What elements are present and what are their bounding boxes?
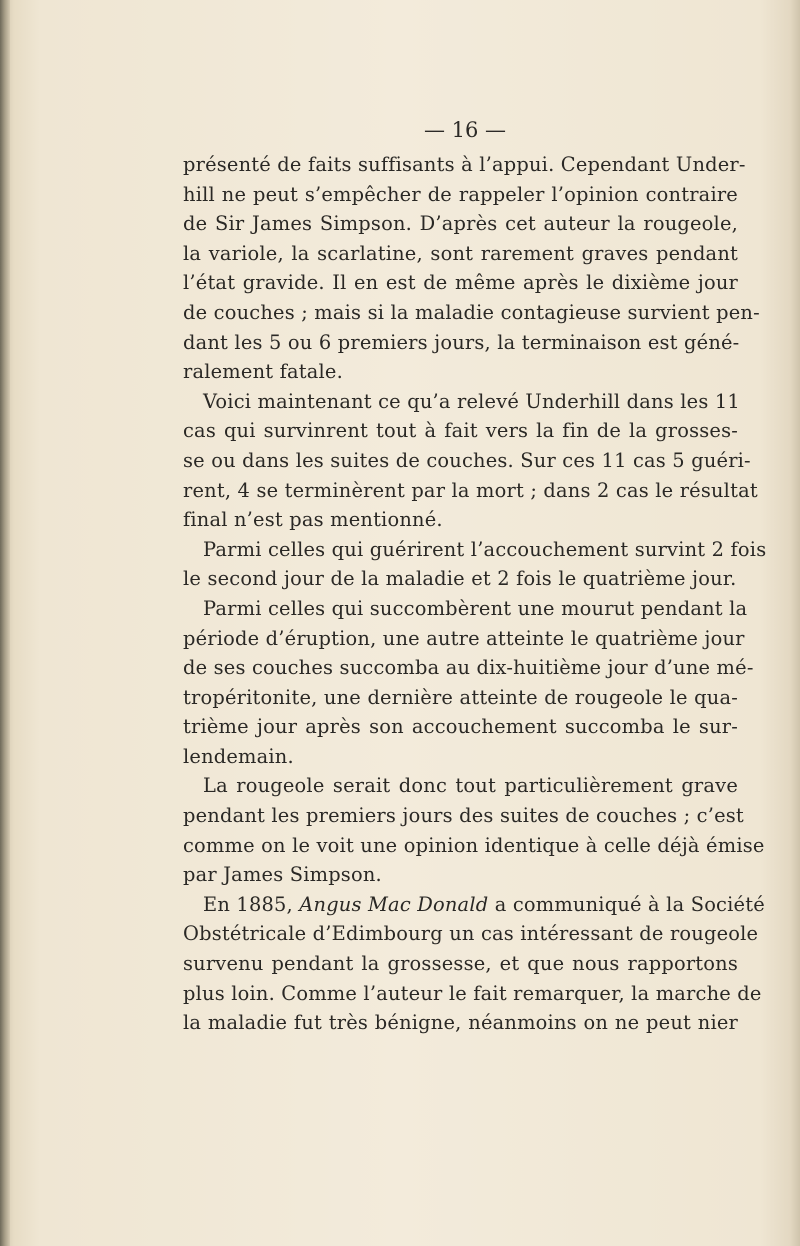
text-line: trième jour après son accouchement succomba le sur- — [183, 715, 738, 739]
text-line: de couches ; mais si la maladie contagieuse survient pen- — [183, 300, 760, 324]
text-line: survenu pendant la grossesse, et que nous rapportons — [183, 952, 738, 976]
text-line: tropéritonite, une dernière atteinte de rougeole le qua- — [183, 685, 738, 709]
paragraph-2 — [183, 387, 758, 535]
text-line: lendemain. — [183, 744, 294, 768]
text-line: cas qui survinrent tout à fait vers la fin de la grosses- — [183, 419, 738, 443]
text-line: La rougeole serait donc tout particulièrement grave — [203, 774, 738, 798]
text-line: plus loin. Comme l’auteur le fait remarquer, la marche de — [183, 981, 762, 1005]
text-line: l’état gravide. Il en est de même après le dixième jour — [183, 271, 738, 295]
text-line: Voici maintenant ce qu’a relevé Underhill dans les 11 — [203, 389, 740, 413]
paragraph-6 — [183, 890, 765, 1038]
text-segment: En 1885, — [203, 892, 293, 916]
text-line: de Sir James Simpson. D’après cet auteur la rougeole, — [183, 212, 738, 236]
text-line: se ou dans les suites de couches. Sur ces 11 cas 5 guéri- — [183, 448, 751, 472]
text-line: la maladie fut très bénigne, néanmoins on ne peut nier — [183, 1011, 738, 1035]
text-line: pendant les premiers jours des suites de couches ; c’est — [183, 804, 744, 828]
text-line: le second jour de la maladie et 2 fois le quatrième jour. — [183, 567, 737, 591]
body-text — [183, 150, 767, 1038]
text-line: final n’est pas mentionné. — [183, 508, 443, 532]
paragraph-1 — [183, 150, 760, 387]
text-line: hill ne peut s’empêcher de rappeler l’opinion contraire — [183, 182, 738, 206]
text-line: Obstétricale d’Edimbourg un cas intéressant de rougeole — [183, 922, 759, 946]
text-segment: a communiqué à la Société — [494, 892, 765, 916]
paragraph-4 — [183, 594, 754, 772]
text-line — [183, 890, 765, 920]
paragraph-5 — [183, 771, 765, 889]
text-line: la variole, la scarlatine, sont rarement graves pendant — [183, 241, 738, 265]
text-line: de ses couches succomba au dix-huitième jour d’une mé- — [183, 656, 754, 680]
paragraph-3 — [183, 535, 767, 594]
text-line: Parmi celles qui succombèrent une mourut pendant la — [203, 596, 748, 620]
text-line: période d’éruption, une autre atteinte le quatrième jour — [183, 626, 745, 650]
text-line: comme on le voit une opinion identique à celle déjà émise — [183, 833, 765, 857]
author-name: Angus Mac Donald — [299, 892, 489, 916]
text-line: rent, 4 se terminèrent par la mort ; dans 2 cas le résultat — [183, 478, 758, 502]
text-line: Parmi celles qui guérirent l’accouchement survint 2 fois — [203, 537, 767, 561]
page-number: — 16 — — [423, 118, 507, 142]
page-binding-edge — [0, 0, 10, 1246]
text-line: dant les 5 ou 6 premiers jours, la terminaison est géné- — [183, 330, 740, 354]
text-line: présenté de faits suffisants à l’appui. Cependant Under- — [183, 153, 746, 176]
text-line: par James Simpson. — [183, 863, 382, 887]
text-line: ralement fatale. — [183, 360, 343, 384]
